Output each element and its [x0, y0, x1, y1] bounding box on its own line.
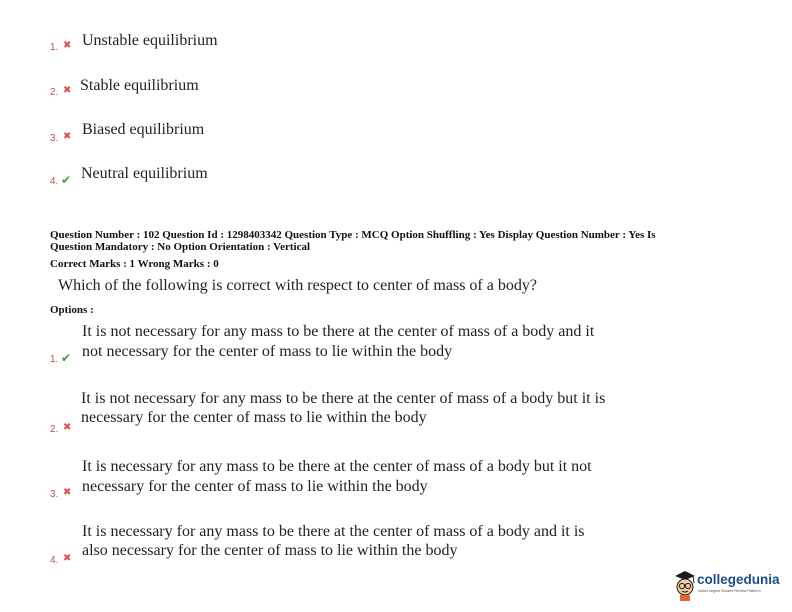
check-icon: ✔ [61, 351, 72, 365]
logo-tagline: India's largest Student Review Platform [698, 589, 761, 593]
option-number: 4. [50, 555, 59, 566]
question-marks: Correct Marks : 1 Wrong Marks : 0 [50, 258, 219, 270]
option-number: 1. [50, 354, 59, 365]
logo-name: collegedunia [697, 572, 780, 587]
option-text: Unstable equilibrium [82, 32, 218, 49]
check-icon: ✔ [61, 173, 72, 187]
option-number: 4. [50, 176, 59, 187]
option-number: 3. [50, 133, 59, 144]
option-number: 1. [50, 42, 59, 53]
question-meta-line-2: Question Mandatory : No Option Orientation : Vertical [50, 241, 311, 253]
cross-icon: ✖ [63, 40, 72, 51]
option-text-line-1: It is necessary for any mass to be there at the center of mass of a body but it not [82, 458, 592, 475]
options-label: Options : [50, 304, 94, 316]
cross-icon: ✖ [63, 422, 72, 433]
cross-icon: ✖ [63, 553, 72, 564]
question-meta-line-1: Question Number : 102 Question Id : 1298403342 Question Type : MCQ Option Shuffling : Yes Display Question Number : Yes Is [50, 229, 656, 241]
option-number: 2. [50, 87, 59, 98]
cross-icon: ✖ [63, 487, 72, 498]
option-text-line-2: also necessary for the center of mass to lie within the body [82, 542, 458, 559]
cross-icon: ✖ [63, 85, 72, 96]
option-number: 3. [50, 489, 59, 500]
option-number: 2. [50, 424, 59, 435]
option-text-line-1: It is not necessary for any mass to be there at the center of mass of a body and it [82, 323, 595, 340]
option-text-line-2: necessary for the center of mass to lie within the body [82, 478, 428, 495]
cross-icon: ✖ [63, 131, 72, 142]
mascot-icon [672, 568, 698, 602]
collegedunia-logo [672, 568, 790, 604]
option-text: Neutral equilibrium [81, 165, 208, 182]
option-text-line-1: It is necessary for any mass to be there at the center of mass of a body and it is [82, 523, 585, 540]
option-text-line-1: It is not necessary for any mass to be there at the center of mass of a body but it is [81, 390, 606, 407]
option-text-line-2: necessary for the center of mass to lie within the body [81, 409, 427, 426]
option-text: Stable equilibrium [80, 77, 199, 94]
option-text: Biased equilibrium [82, 121, 205, 138]
option-text-line-2: not necessary for the center of mass to lie within the body [82, 343, 453, 360]
question-text: Which of the following is correct with respect to center of mass of a body? [58, 277, 537, 294]
